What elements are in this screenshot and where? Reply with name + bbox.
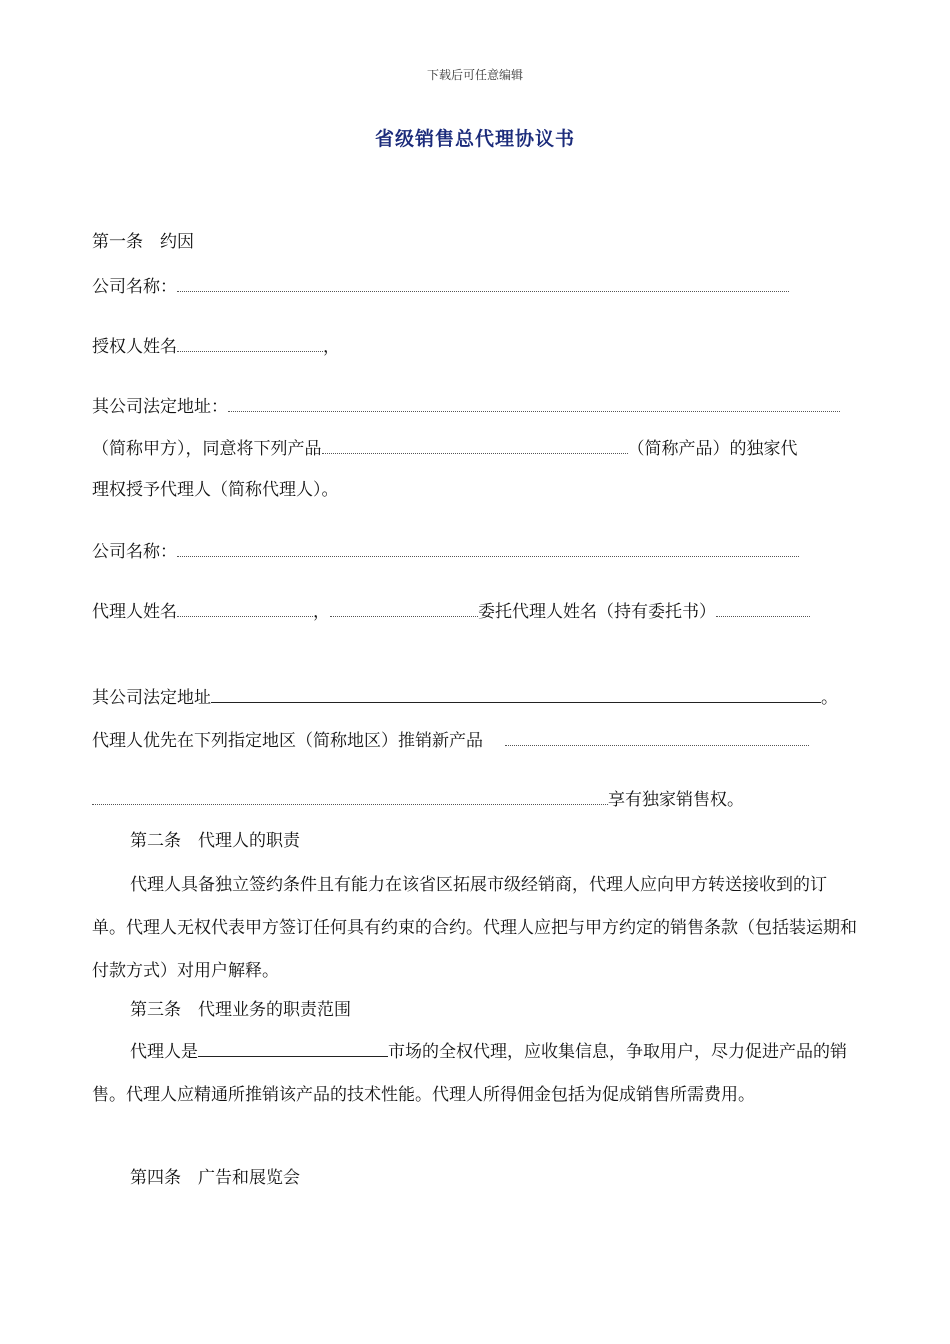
company-name-blank [177, 273, 789, 292]
article1-heading: 第一条 约因 [92, 232, 194, 252]
agent-address-line [92, 684, 858, 710]
product-line-start: （简称甲方），同意将下列产品 [92, 439, 322, 459]
principal-address-line [92, 393, 858, 419]
agent-name-blank [177, 598, 313, 617]
product-line-end: （简称产品）的独家代 [627, 439, 798, 459]
company-name-label: 公司名称： [92, 277, 177, 297]
grant-line: 理权授予代理人（简称代理人）。 [92, 480, 339, 500]
exclusive-text: 享有独家销售权。 [608, 790, 744, 810]
authorizer-blank [177, 333, 323, 352]
article2-heading: 第二条 代理人的职责 [130, 831, 300, 851]
region-label: 代理人优先在下列指定地区（简称地区）推销新产品 [92, 731, 483, 751]
header-note: 下载后可任意编辑 [426, 68, 523, 82]
delegate-blank [716, 598, 810, 617]
region-product-blank [505, 727, 809, 746]
legal-address-label-2: 其公司法定地址 [92, 688, 211, 708]
authorizer-label: 授权人姓名 [92, 337, 177, 357]
exclusive-line [92, 786, 858, 812]
region-blank [92, 786, 608, 805]
agent-name-line [92, 598, 858, 624]
agent-address-blank [211, 684, 821, 703]
article3-body-end: 市场的全权代理，应收集信息，争取用户，尽力促进产品的销售。代理人应精通所推销该产品的技术性能。代理人所得佣金包括为促成销售所需费用。 [92, 1042, 847, 1105]
region-line [92, 727, 858, 753]
market-blank [198, 1038, 388, 1057]
authorizer-line [92, 333, 858, 359]
article3-body [92, 1031, 858, 1117]
period: 。 [821, 688, 838, 708]
agent-name-blank-2 [330, 598, 478, 617]
company-name-label-2: 公司名称： [92, 542, 177, 562]
product-blank [322, 435, 628, 454]
document-title: 省级销售总代理协议书 [374, 128, 575, 150]
article3-heading: 第三条 代理业务的职责范围 [130, 1000, 351, 1020]
legal-address-blank [228, 393, 840, 412]
article4-heading: 第四条 广告和展览会 [130, 1168, 300, 1188]
delegate-label: 委托代理人姓名（持有委托书） [478, 602, 716, 622]
comma: ， [323, 337, 340, 357]
comma-2: ， [313, 602, 330, 622]
agent-name-label: 代理人姓名 [92, 602, 177, 622]
agent-company-line [92, 538, 858, 564]
principal-company-line [92, 273, 858, 299]
article2-body: 代理人具备独立签约条件且有能力在该省区拓展市级经销商，代理人应向甲方转送接收到的订单。代理人无权代表甲方签订任何具有约束的合约。代理人应把与甲方约定的销售条款（包括装运期和付款方式）对用户解释。 [92, 875, 857, 981]
legal-address-label: 其公司法定地址： [92, 397, 228, 417]
article3-body-start: 代理人是 [130, 1042, 198, 1062]
agent-company-blank [177, 538, 799, 557]
product-line [92, 435, 858, 461]
